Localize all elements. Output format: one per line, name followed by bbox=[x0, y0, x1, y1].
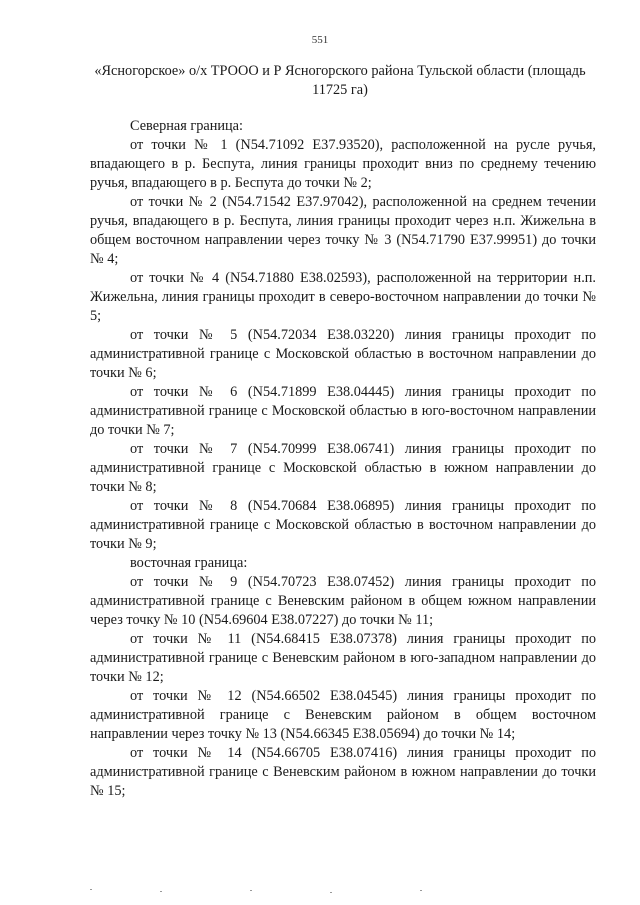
scan-speck bbox=[420, 890, 422, 891]
paragraph: от точки № 8 (N54.70684 E38.06895) линия границы проходит по административной границе с Московской областью в восточном направлении до точки № 9; bbox=[90, 498, 596, 552]
paragraph: от точки № 4 (N54.71880 E38.02593), расположенной на территории н.п. Жижельна, линия границы проходит в северо-восточном направлении до точки № 5; bbox=[90, 270, 596, 324]
paragraph: от точки № 9 (N54.70723 E38.07452) линия границы проходит по административной границе с Веневским районом в общем южном направлении через точку № 10 (N54.69604 E38.07227) до точки № 11; bbox=[90, 574, 596, 628]
scan-speck bbox=[330, 892, 332, 893]
scan-speck bbox=[90, 889, 92, 890]
paragraph: от точки № 11 (N54.68415 E38.07378) линия границы проходит по административной границе с Веневским районом в юго-западном направлении до точки № 12; bbox=[90, 631, 596, 685]
scan-noise bbox=[0, 875, 640, 905]
paragraph: от точки № 5 (N54.72034 E38.03220) линия границы проходит по административной границе с Московской областью в восточном направлении до точки № 6; bbox=[90, 327, 596, 381]
section-heading-north: Северная граница: bbox=[130, 118, 243, 134]
paragraph: от точки № 6 (N54.71899 E38.04445) линия границы проходит по административной границе с Московской областью в юго-восточном направлении до точки № 7; bbox=[90, 384, 596, 438]
paragraph: от точки № 12 (N54.66502 E38.04545) линия границы проходит по административной границе с Веневским районом в общем восточном направлении через точку № 13 (N54.66345 E38.05694) до точки № 14; bbox=[90, 688, 596, 742]
paragraph: от точки № 7 (N54.70999 E38.06741) линия границы проходит по административной границе с Московской областью в южном направлении до точки № 8; bbox=[90, 441, 596, 495]
paragraph: от точки № 1 (N54.71092 E37.93520), расположенной на русле ручья, впадающего в р. Беспута, линия границы проходит вниз по среднему течению ручья, впадающего в р. Беспута до точки № 2; bbox=[90, 137, 596, 191]
scan-speck bbox=[250, 890, 252, 891]
page-number: 551 bbox=[311, 34, 329, 46]
scan-speck bbox=[160, 891, 162, 892]
document-title: «Ясногорское» о/х ТРООО и Р Ясногорского района Тульской области (площадь 11725 га) bbox=[94, 63, 586, 98]
paragraph: от точки № 14 (N54.66705 E38.07416) линия границы проходит по административной границе с Веневским районом в южном направлении до точки № 15; bbox=[90, 745, 596, 799]
paragraph: от точки № 2 (N54.71542 E37.97042), расположенной на среднем течении ручья, впадающего в р. Беспута, линия границы проходит через н.п. Жижельна в общем восточном направлении через точку № 3 (N54.71790 E37.99951) до точки № 4; bbox=[90, 194, 596, 267]
document-body bbox=[90, 117, 596, 801]
section-heading-east: восточная граница: bbox=[130, 555, 248, 571]
